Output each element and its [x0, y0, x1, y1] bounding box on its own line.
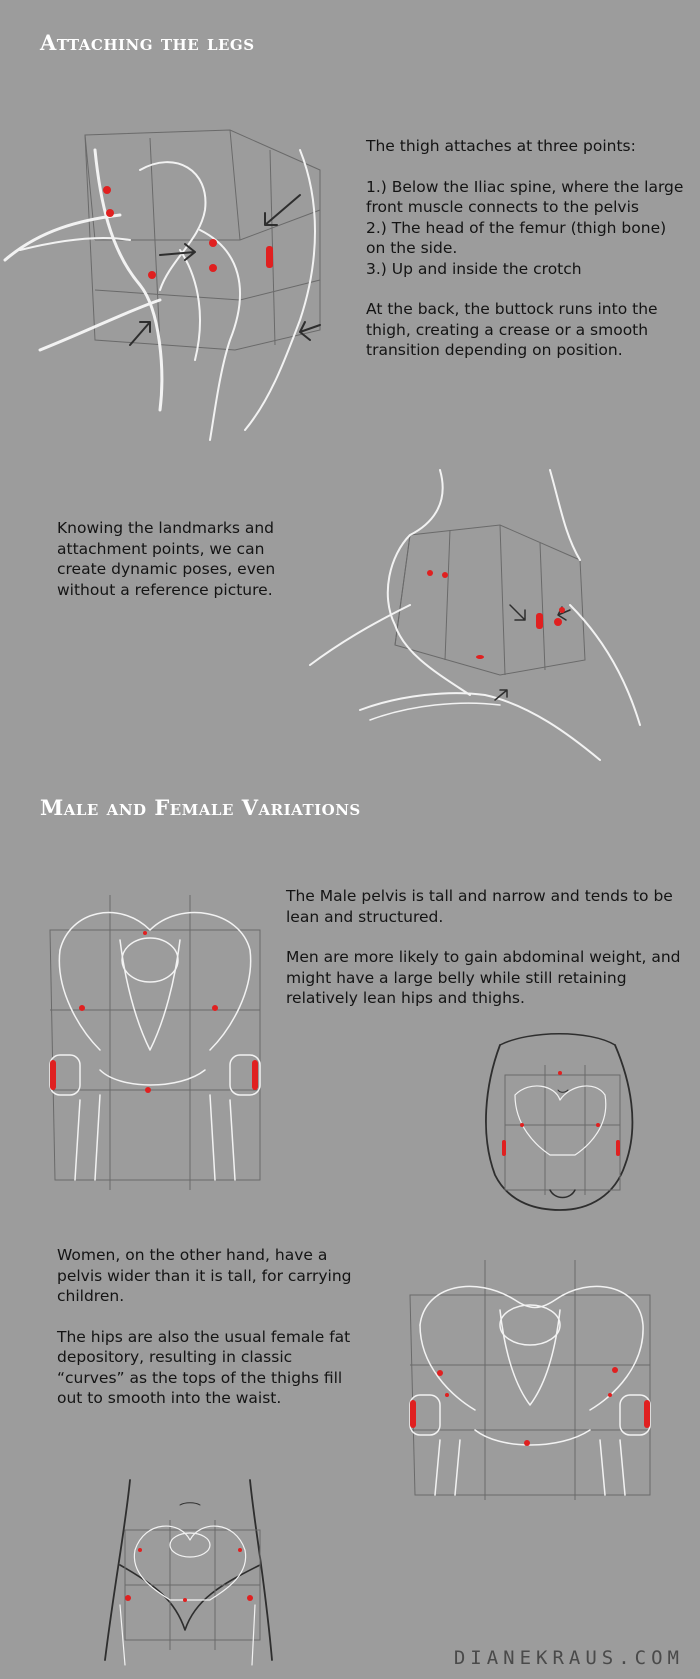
attachment-point-1: 1.) Below the Iliac spine, where the large front muscle connects to the pelvis: [366, 177, 684, 216]
sketch-male-pelvis: [40, 890, 270, 1200]
site-watermark: DIANEKRAUS.COM: [453, 1647, 684, 1669]
male-pelvis-p1: The Male pelvis is tall and narrow and tends to be lean and structured.: [286, 887, 673, 926]
buttock-text: At the back, the buttock runs into the thigh, creating a crease or a smooth transition depending on position.: [366, 300, 658, 359]
section-title-attaching-legs: Attaching the legs: [40, 30, 255, 55]
thigh-attachment-text: [366, 136, 686, 361]
female-pelvis-p2: The hips are also the usual female fat depository, resulting in classic “curves” as the tops of the thighs fill out to smooth into the waist.: [57, 1327, 351, 1407]
sketch-dynamic-pose: [300, 465, 660, 765]
male-pelvis-p2: Men are more likely to gain abdominal weight, and might have a large belly while still retaining relatively lean hips and thighs.: [286, 948, 681, 1007]
female-pelvis-p1: Women, on the other hand, have a pelvis wider than it is tall, for carrying children.: [57, 1246, 352, 1305]
sketch-male-belly: [480, 1025, 640, 1215]
section-title-variations: Male and Female Variations: [40, 795, 361, 820]
attachment-points-list: [366, 177, 686, 280]
attachment-point-2: 2.) The head of the femur (thigh bone) on the side.: [366, 218, 667, 257]
attachment-point-3: 3.) Up and inside the crotch: [366, 259, 582, 278]
landmarks-text: Knowing the landmarks and attachment points, we can create dynamic poses, even without a reference picture.: [57, 519, 276, 599]
thigh-intro: The thigh attaches at three points:: [366, 137, 636, 155]
sketch-pelvis-legs-front: [0, 110, 350, 450]
sketch-female-hips: [100, 1470, 280, 1670]
female-pelvis-text: [57, 1245, 357, 1409]
male-pelvis-text: [286, 886, 686, 1009]
sketch-female-pelvis: [405, 1255, 655, 1505]
